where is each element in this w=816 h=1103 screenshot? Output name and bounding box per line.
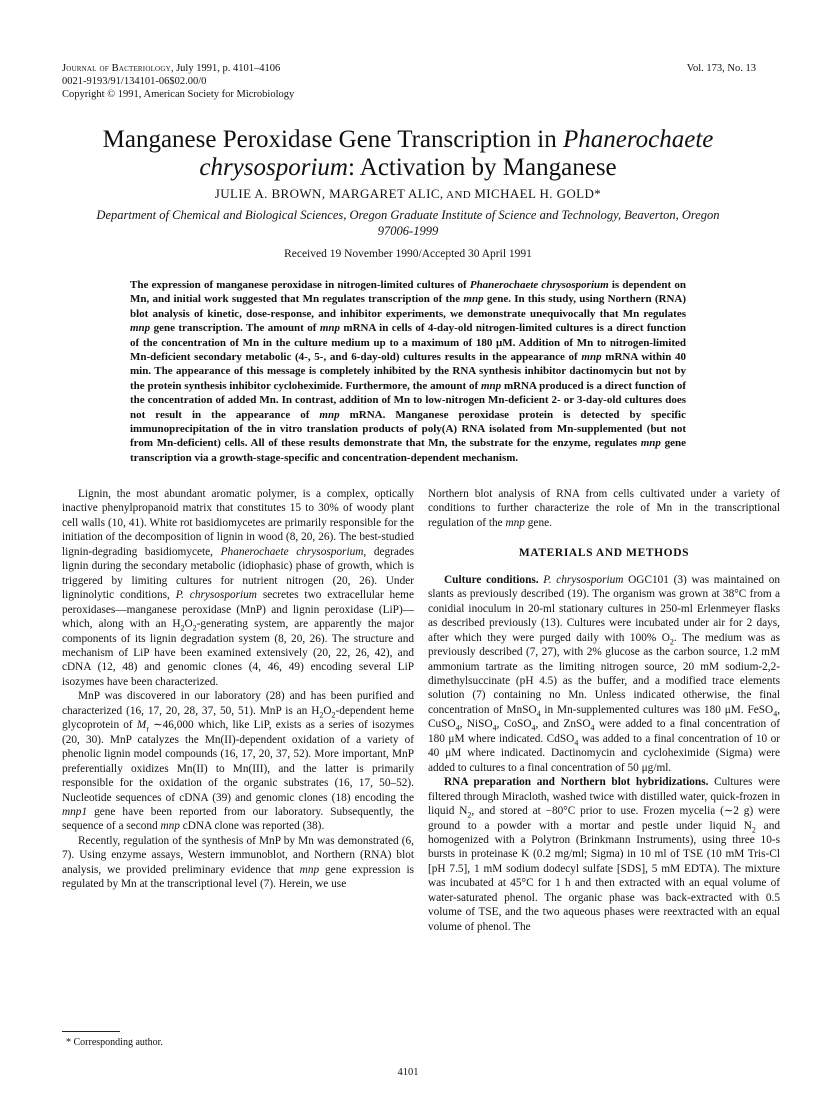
- issue-info: , July 1991, p. 4101–4106: [170, 63, 281, 74]
- intro-paragraph-3: Recently, regulation of the synthesis of MnP by Mn was demonstrated (6, 7). Using enzyme assays, Western immunoblot, and Northern (RNA) blot analysis, we provided preliminary evidence that mnp gene expression is regulated by Mn at the transcriptional level (7). Herein, we use: [62, 834, 414, 891]
- intro-paragraph-continued: Northern blot analysis of RNA from cells cultivated under a variety of conditions to further characterize the role of Mn in the transcriptional regulation of the mnp gene.: [428, 488, 780, 529]
- copyright-line: Copyright © 1991, American Society for Microbiology: [62, 89, 295, 100]
- received-dates: Received 19 November 1990/Accepted 30 April 1991: [284, 248, 532, 260]
- intro-paragraph-1: Lignin, the most abundant aromatic polymer, is a complex, optically inactive phenylpropanoid matrix that constitutes 15 to 30% of woody plant cell walls (10, 41). White rot basidiomycetes are primarily responsible for the initiation of the decomposition of lignin in wood (8, 20, 26). The best-studied lignin-degrading basidiomycete, Phanerochaete chrysosporium, degrades lignin during the secondary metabolic (idiophasic) phase of growth, which is triggered by limiting cultures for nutrient nitrogen (20, 26). Under ligninolytic conditions, P. chrysosporium secretes two extracellular heme peroxidases—manganese peroxidase (MnP) and lignin peroxidase (LiP)—which, along with an $H_2O_2$-generating system, are apparently the major components of its lignin degradation system (8, 20, 26). The structure and mechanism of LiP have been examined extensively (20, 22, 26, 42), and cDNA (12, 48) and genomic clones (4, 46, 49) encoding several LiP isozymes have been characterized.: [62, 488, 414, 688]
- page-number: 4101: [397, 1067, 419, 1078]
- journal-citation: [62, 62, 294, 75]
- section-heading-materials-methods: MATERIALS AND METHODS: [518, 547, 690, 560]
- journal-header: [62, 62, 294, 101]
- culture-conditions-paragraph: Culture conditions. P. chrysosporium OGC101 (3) was maintained on slants as previously described (19). The organism was grown at 38°C from a conidial inoculum in 20-ml stationary cultures in 250-ml Erlenmeyer flasks as described previously (13). Cultures were incubated under air for 2 days, after which they were purged daily with 100% $O_2$. The medium was as previously described (7, 27), with 2% glucose as the carbon source, 1.2 mM ammonium tartrate as the limiting nitrogen source, 20 mM sodium-2,2-dimethylsuccinate (pH 4.5) as the buffer, and a modified trace elements solution (7) containing no Mn. Unless indicated otherwise, the final concentration of MnSO$_4$ in Mn-supplemented cultures was 180 μM. FeSO$_4$, CuSO$_4$, NiSO$_4$, CoSO$_4$, and ZnSO$_4$ were added to a final concentration of 180 μM where indicated. CdSO$_4$ was added to a final concentration of 10 or 40 μM where indicated. Dactinomycin and cycloheximide (Sigma) were added to cultures to a final concentration of 50 μg/ml.: [428, 573, 781, 774]
- right-column: [428, 487, 780, 934]
- footnote-divider: [62, 1031, 120, 1032]
- subsection-heading: RNA preparation and Northern blot hybridizations.: [444, 776, 709, 789]
- article-code: 0021-9193/91/134101-06$02.00/0: [62, 76, 207, 87]
- intro-paragraph-2: MnP was discovered in our laboratory (28) and has been purified and characterized (16, 17, 20, 28, 37, 50, 51). MnP is an $H_2O_2$-dependent heme glycoprotein of $M_r$ ∼46,000 which, like LiP, exists as a series of isozymes (20, 30). MnP catalyzes the Mn(II)-dependent oxidation of a variety of phenolic lignin model compounds (16, 17, 20, 37, 52). More important, MnP preferentially oxidizes Mn(II) to Mn(III), and the latter is primarily responsible for the oxidation of the organic substrates (16, 17, 50–52). Nucleotide sequences of cDNA (39) and genomic clones (18) encoding the mnp1 gene have been reported from our laboratory. Subsequently, the sequence of a second mnp cDNA clone was reported (38).: [62, 690, 414, 833]
- footnote: * Corresponding author.: [66, 1037, 163, 1048]
- rna-preparation-paragraph: RNA preparation and Northern blot hybridizations. Cultures were filtered through Miracloth, washed twice with distilled water, quick-frozen in liquid $N_2$, and stored at −80°C prior to use. Frozen mycelia (∼2 g) were ground to a powder with a mortar and pestle under liquid $N_2$ and homogenized with a Polytron (Brinkmann Instruments), using three 10-s bursts in proteinase K (0.2 mg/ml; Sigma) in 10 ml of TSE (10 mM Tris-Cl [pH 7.5], 1 mM sodium dodecyl sulfate [SDS], 5 mM EDTA). The mixture was incubated at 45°C for 1 h and then extracted with an equal volume of water-saturated phenol. The organic phase was back-extracted with 0.5 volume of TSE, and the two aqueous phases were reextracted with an equal volume of phenol. The: [428, 776, 780, 933]
- subsection-heading: Culture conditions.: [444, 573, 539, 586]
- author-list: [60, 186, 756, 202]
- abstract: The expression of manganese peroxidase in nitrogen-limited cultures of Phanerochaete chrysosporium is dependent on Mn, and initial work suggested that Mn regulates transcription of the mnp gene. In this study, using Northern (RNA) blot analysis of kinetic, dose-response, and inhibitor experiments, we demonstrate unequivocally that Mn regulates mnp gene transcription. The amount of mnp mRNA in cells of 4-day-old nitrogen-limited cultures is a direct function of the concentration of Mn in the culture medium up to a maximum of 180 μM. Addition of Mn to nitrogen-limited Mn-deficient secondary metabolic (4-, 5-, and 6-day-old) cultures results in the appearance of mnp mRNA within 40 min. The appearance of this message is completely inhibited by the RNA synthesis inhibitor dactinomycin but not by the protein synthesis inhibitor cycloheximide. Furthermore, the amount of mnp mRNA produced is a direct function of the concentration of added Mn. In contrast, addition of Mn to low-nitrogen Mn-deficient 2- or 3-day-old cultures does not result in the appearance of mnp mRNA. Manganese peroxidase protein is detected by specific immunoprecipitation of the in vitro translation products of poly(A) RNA isolated from Mn-supplemented (but not from Mn-deficient) cells. All of these results demonstrate that Mn, the substrate for the enzyme, regulates mnp gene transcription via a growth-stage-specific and concentration-dependent mechanism.: [130, 279, 686, 464]
- journal-name: Journal of Bacteriology: [62, 63, 171, 74]
- author-conjunction: AND: [443, 189, 475, 201]
- article-title: Manganese Peroxidase Gene Transcription in Phanerochaete chrysosporium: Activation by Manganese: [102, 126, 714, 181]
- left-column: [62, 487, 414, 892]
- author: MARGARET ALIC,: [325, 186, 444, 201]
- author: MICHAEL H. GOLD*: [474, 186, 602, 201]
- volume-info: Vol. 173, No. 13: [686, 63, 756, 74]
- affiliation: Department of Chemical and Biological Sciences, Oregon Graduate Institute of Science and Technology, Beaverton, Oregon 97006-1999: [96, 208, 720, 238]
- author: JULIE A. BROWN,: [214, 186, 326, 201]
